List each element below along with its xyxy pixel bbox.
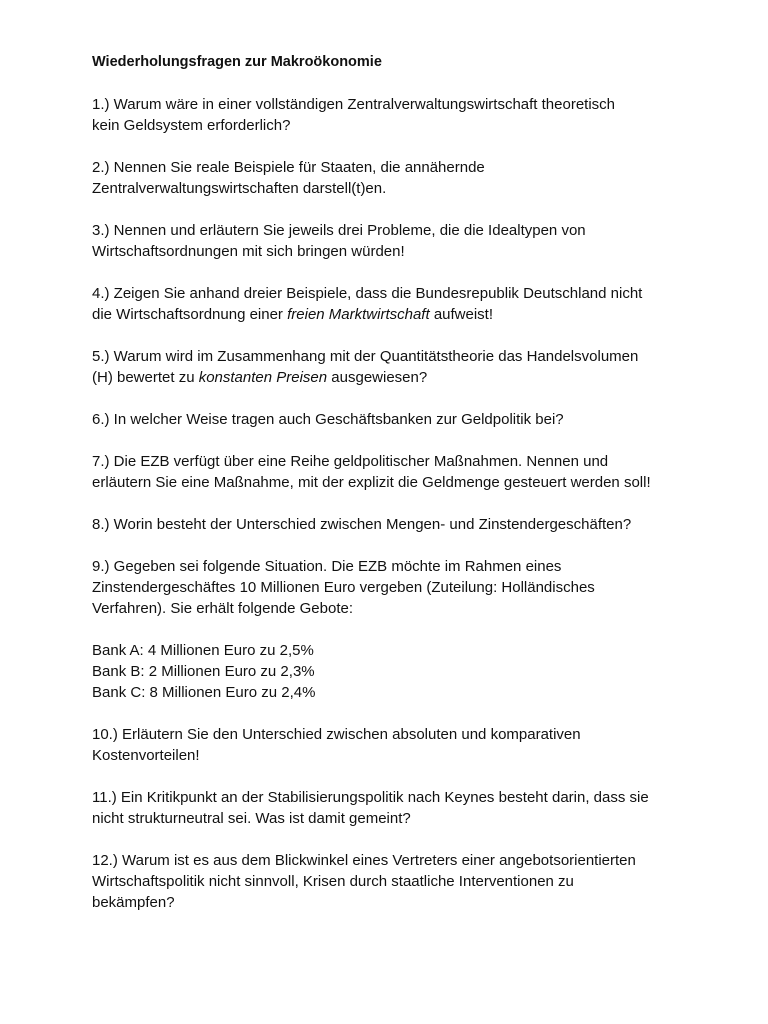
question-item xyxy=(92,850,732,913)
question-line xyxy=(92,808,732,829)
question-list xyxy=(92,94,732,619)
question-text: 3.) Nennen und erläutern Sie jeweils drei Probleme, die die Idealtypen von xyxy=(92,222,586,239)
question-item xyxy=(92,94,732,136)
question-item xyxy=(92,220,732,262)
question-text: erläutern Sie eine Maßnahme, mit der explizit die Geldmenge gesteuert werden soll! xyxy=(92,474,651,491)
question-text: 6.) In welcher Weise tragen auch Geschäftsbanken zur Geldpolitik bei? xyxy=(92,411,564,428)
question-line xyxy=(92,745,732,766)
question-text: Zentralverwaltungswirtschaften darstell(t)en. xyxy=(92,180,387,197)
question-text: kein Geldsystem erforderlich? xyxy=(92,117,291,134)
question-line xyxy=(92,871,732,892)
question-text: Kostenvorteilen! xyxy=(92,747,200,764)
question-item xyxy=(92,556,732,619)
question-line xyxy=(92,178,732,199)
question-text: 1.) Warum wäre in einer vollständigen Zentralverwaltungswirtschaft theoretisch xyxy=(92,96,616,113)
question-text: Wirtschaftsordnungen mit sich bringen würden! xyxy=(92,243,405,260)
question-text: (H) bewertet zu xyxy=(92,369,199,386)
question-text: 9.) Gegeben sei folgende Situation. Die EZB möchte im Rahmen eines xyxy=(92,558,562,575)
question-line xyxy=(92,451,732,472)
question-line xyxy=(92,514,732,535)
question-line xyxy=(92,892,732,913)
question-line xyxy=(92,367,732,388)
question-line xyxy=(92,220,732,241)
question-line xyxy=(92,598,732,619)
question-list-continued xyxy=(92,724,732,913)
emphasized-text: freien Marktwirtschaft xyxy=(287,306,430,323)
question-line xyxy=(92,787,732,808)
question-item xyxy=(92,451,732,493)
question-line xyxy=(92,409,732,430)
question-text: 10.) Erläutern Sie den Unterschied zwischen absoluten und komparativen xyxy=(92,726,581,743)
question-item xyxy=(92,346,732,388)
question-line xyxy=(92,115,732,136)
document-content xyxy=(92,52,732,934)
question-line xyxy=(92,724,732,745)
question-text: die Wirtschaftsordnung einer xyxy=(92,306,288,323)
question-text: 7.) Die EZB verfügt über eine Reihe geldpolitischer Maßnahmen. Nennen und xyxy=(92,453,609,470)
question-item xyxy=(92,283,732,325)
question-text: 2.) Nennen Sie reale Beispiele für Staaten, die annähernde xyxy=(92,159,485,176)
question-item xyxy=(92,157,732,199)
question-text: aufweist! xyxy=(429,306,494,323)
question-text: 8.) Worin besteht der Unterschied zwischen Mengen- und Zinstendergeschäften? xyxy=(92,516,632,533)
question-item xyxy=(92,724,732,766)
question-line xyxy=(92,346,732,367)
question-item xyxy=(92,787,732,829)
question-line xyxy=(92,283,732,304)
question-text: nicht strukturneutral sei. Was ist damit gemeint? xyxy=(92,810,411,827)
question-line xyxy=(92,577,732,598)
question-text: ausgewiesen? xyxy=(327,369,428,386)
bid-list xyxy=(92,640,732,703)
question-item xyxy=(92,514,732,535)
question-line xyxy=(92,472,732,493)
question-text: 12.) Warum ist es aus dem Blickwinkel eines Vertreters einer angebotsorientierten xyxy=(92,852,636,869)
question-line xyxy=(92,94,732,115)
question-line xyxy=(92,241,732,262)
question-text: 4.) Zeigen Sie anhand dreier Beispiele, dass die Bundesrepublik Deutschland nicht xyxy=(92,285,643,302)
question-line xyxy=(92,157,732,178)
bid-line: Bank A: 4 Millionen Euro zu 2,5% xyxy=(92,642,314,659)
question-line xyxy=(92,556,732,577)
question-text: 5.) Warum wird im Zusammenhang mit der Quantitätstheorie das Handelsvolumen xyxy=(92,348,639,365)
question-text: bekämpfen? xyxy=(92,894,175,911)
question-line xyxy=(92,304,732,325)
question-text: Zinstendergeschäftes 10 Millionen Euro vergeben (Zuteilung: Holländisches xyxy=(92,579,595,596)
question-text: Verfahren). Sie erhält folgende Gebote: xyxy=(92,600,354,617)
question-text: Wirtschaftspolitik nicht sinnvoll, Krisen durch staatliche Interventionen zu xyxy=(92,873,574,890)
question-line xyxy=(92,850,732,871)
emphasized-text: konstanten Preisen xyxy=(198,369,328,386)
document-title: Wiederholungsfragen zur Makroökonomie xyxy=(92,54,382,70)
bid-line: Bank B: 2 Millionen Euro zu 2,3% xyxy=(92,663,315,680)
question-item xyxy=(92,409,732,430)
bid-line: Bank C: 8 Millionen Euro zu 2,4% xyxy=(92,684,316,701)
question-text: 11.) Ein Kritikpunkt an der Stabilisierungspolitik nach Keynes besteht darin, dass sie xyxy=(92,789,649,806)
